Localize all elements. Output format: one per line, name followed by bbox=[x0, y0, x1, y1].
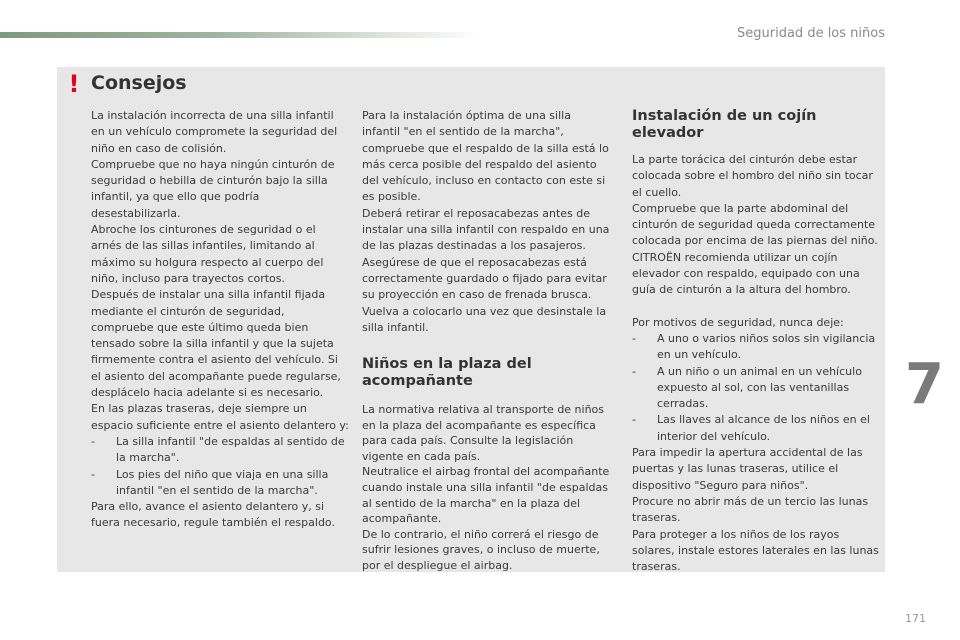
list-item: - Los pies del niño que viaja en una silla infantil "en el sentido de la marcha". bbox=[91, 467, 329, 497]
paragraph: Compruebe que la parte abdominal del cinturón de seguridad queda correctamente colocada por encima de las piernas del niño. bbox=[632, 201, 878, 248]
cojin-body bbox=[632, 152, 882, 575]
never-leave-list bbox=[632, 331, 882, 445]
consejos-column-1 bbox=[91, 108, 349, 532]
dash-marker: - bbox=[632, 413, 636, 427]
paragraph: Neutralice el airbag frontal del acompañante cuando instale una silla infantil "de espaldas al sentido de la marcha" en la plaza del acompañante. bbox=[362, 465, 610, 526]
cojin-heading: Instalación de un cojín elevador bbox=[632, 108, 817, 141]
paragraph: La parte torácica del cinturón debe estar colocada sobre el hombro del niño sin tocar el cuello. bbox=[632, 153, 873, 199]
paragraph: Para la instalación óptima de una silla infantil "en el sentido de la marcha", compruebe que el respaldo de la silla está lo más cerca posible del respaldo del asiento del vehículo, incluso en contacto con este si es posible. bbox=[362, 109, 609, 204]
paragraph: Deberá retirar el reposacabezas antes de instalar una silla infantil con respaldo en una de las plazas destinadas a los pasajeros. bbox=[362, 206, 610, 253]
dash-marker: - bbox=[632, 331, 636, 345]
paragraph: Para ello, avance el asiento delantero y, si fuera necesario, regule también el respaldo. bbox=[91, 500, 335, 530]
ninos-heading: Niños en la plaza del acompañante bbox=[362, 356, 532, 389]
consejos-column-2 bbox=[362, 108, 612, 336]
paragraph: En las plazas traseras, deje siempre un espacio suficiente entre el asiento delantero y: bbox=[91, 402, 349, 432]
ninos-body bbox=[362, 402, 612, 574]
chapter-number: 7 bbox=[905, 352, 944, 417]
page-number: 171 bbox=[905, 612, 926, 625]
consejos-heading: Consejos bbox=[91, 72, 187, 94]
list-item: - A uno o varios niños solos sin vigilancia en un vehículo. bbox=[632, 331, 876, 362]
paragraph: Después de instalar una silla infantil fijada mediante el cinturón de seguridad, compruebe que este último queda bien tensado sobre la silla infantil y que la sujeta firmemente contra el asiento del vehículo. Si el asiento del acompañante puede regularse, desplácelo hacia adelante si es necesario. bbox=[91, 288, 341, 400]
paragraph: La instalación incorrecta de una silla infantil en un vehículo compromete la seguridad del niño en caso de colisión. bbox=[91, 109, 338, 155]
list-item: - Las llaves al alcance de los niños en el interior del vehículo. bbox=[632, 413, 870, 443]
cojin-section bbox=[632, 108, 892, 575]
header-accent-bar bbox=[0, 32, 480, 38]
rear-seat-list bbox=[91, 434, 349, 499]
paragraph: Para proteger a los niños de los rayos solares, instale estores laterales en las lunas traseras. bbox=[632, 527, 879, 574]
ninos-section bbox=[362, 356, 612, 574]
paragraph: Vuelva a colocarlo una vez que desinstale la silla infantil. bbox=[362, 304, 607, 334]
paragraph: Asegúrese de que el reposacabezas está correctamente guardado o fijado para evitar su proyección en caso de frenada brusca. bbox=[362, 255, 607, 302]
dash-marker: - bbox=[632, 364, 636, 378]
paragraph: De lo contrario, el niño correrá el riesgo de sufrir lesiones graves, o incluso de muerte, por el despliegue el airbag. bbox=[362, 527, 600, 572]
paragraph: Procure no abrir más de un tercio las lunas traseras. bbox=[632, 494, 869, 525]
dash-marker: - bbox=[91, 467, 95, 481]
paragraph: La normativa relativa al transporte de niños en la plaza del acompañante es específica para cada país. Consulte la legislación vigente en cada país. bbox=[362, 403, 605, 463]
paragraph: Por motivos de seguridad, nunca deje: bbox=[632, 315, 844, 329]
list-item: - La silla infantil "de espaldas al sentido de la marcha". bbox=[91, 434, 345, 465]
section-title: Seguridad de los niños bbox=[737, 26, 885, 41]
paragraph: CITROËN recomienda utilizar un cojín elevador con respaldo, equipado con una guía de cinturón a la altura del hombro. bbox=[632, 250, 860, 297]
list-item: - A un niño o un animal en un vehículo expuesto al sol, con las ventanillas cerradas. bbox=[632, 364, 862, 411]
paragraph: Para impedir la apertura accidental de las puertas y las lunas traseras, utilice el dispositivo "Seguro para niños". bbox=[632, 446, 863, 492]
paragraph: Compruebe que no haya ningún cinturón de seguridad o hebilla de cinturón bajo la silla infantil, ya que ello que podría desestabilizarla. bbox=[91, 157, 335, 220]
exclamation-warning-icon: ! bbox=[68, 70, 80, 98]
paragraph: Abroche los cinturones de seguridad o el arnés de las sillas infantiles, limitando al máximo su holgura respecto al cuerpo del niño, incluso para trayectos cortos. bbox=[91, 223, 324, 285]
dash-marker: - bbox=[91, 434, 95, 448]
